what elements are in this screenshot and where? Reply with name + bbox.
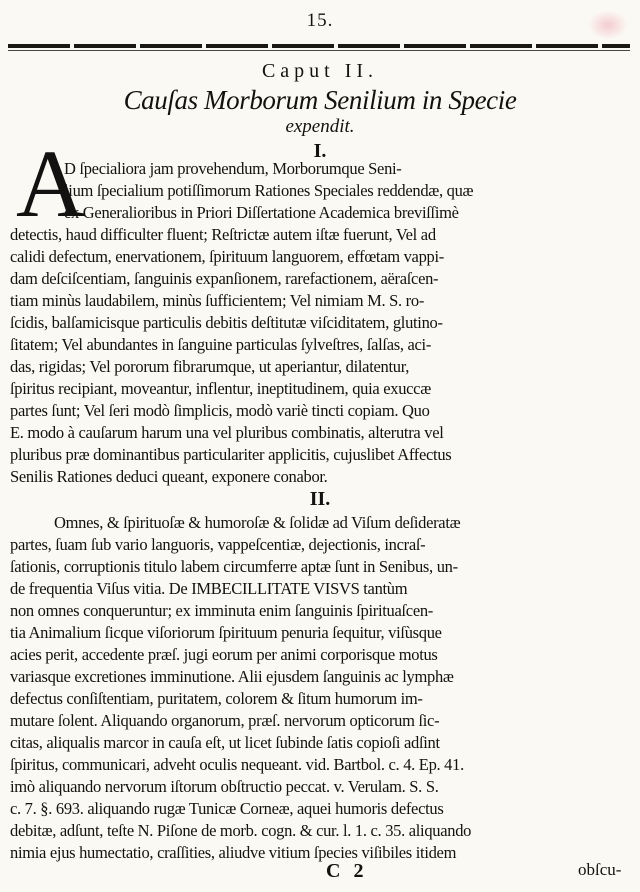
text-line: c. 7. §. 693. aliquando rugæ Tunicæ Corneæ, aquei humoris defectus — [10, 799, 444, 818]
text-line: ſitatem; Vel abundantes in ſanguine particulas ſylveſtres, ſalſas, aci- — [10, 335, 432, 354]
text-line: ſcidis, balſamicisque particulis debitis deſtitutæ viſciditatem, glutino- — [10, 313, 443, 332]
page-footer — [0, 860, 640, 886]
text-line: partes ſunt; Vel ſeri modò ſimplicis, modò variè tincti copiam. Quo — [10, 401, 430, 420]
text-line: D ſpecialiora jam provehendum, Morborumque Seni- — [64, 159, 402, 178]
text-line: debitæ, adſunt, teſte N. Piſone de morb. cogn. & cur. l. 1. c. 35. aliquando — [10, 821, 472, 840]
signature-mark: C 2 — [326, 860, 368, 882]
thin-rule — [8, 50, 630, 51]
text-line: dam deſciſcentiam, ſanguinis expanſionem, rarefactionem, aëraſcen- — [10, 269, 439, 288]
text-line: non omnes conqueruntur; ex imminuta enim ſanguinis ſpirituaſcen- — [10, 601, 433, 620]
text-line: mutare ſolent. Aliquando organorum, præſ. nervorum opticorum ſic- — [10, 711, 440, 730]
text-line: lium ſpecialium potiſſimorum Rationes Speciales reddendæ, quæ — [64, 181, 474, 200]
text-line: tia Animalium ſicque viſoriorum ſpirituum penuria ſequitur, viſùsque — [10, 623, 442, 642]
chapter-title-continuation: expendit. — [285, 116, 355, 137]
text-line: pluribus præ dominantibus particulariter applicitis, cujuslibet Affectus — [10, 445, 452, 464]
text-line: imò aliquando nervorum iſtorum obſtructio peccat. v. Verulam. S. S. — [10, 777, 439, 796]
text-line: detectis, haud difficulter fluent; Reſtrictæ autem iſtæ fuerunt, Vel ad — [10, 225, 436, 244]
text-line: ſationis, corruptionis titulo labem circumferre aptæ ſunt in Senibus, un- — [10, 557, 458, 576]
text-line: tiam minùs laudabilem, minùs ſufficientem; Vel nimiam M. S. ro- — [10, 291, 425, 310]
text-line: E. modo à cauſarum harum una vel pluribus combinatis, alterutra vel — [10, 423, 444, 442]
section-number-one: I. — [313, 140, 327, 162]
text-line: ſpiritus recipiant, moveantur, inflentur, ineptitudinem, quia exuccæ — [10, 379, 431, 398]
text-line: Senilis Rationes deduci queant, exponere conabor. — [10, 467, 328, 486]
text-line: de frequentia Viſus vitia. De IMBECILLITATE VISVS tantùm — [10, 579, 408, 598]
drop-cap: A — [16, 130, 86, 237]
ornamental-rule — [8, 44, 630, 48]
text-line: calidi defectum, enervationem, ſpirituum languorem, effœtam vappi- — [10, 247, 444, 266]
text-line: citas, aliqualis marcor in cauſa eſt, ut licet ſubinde ſatis copioſi adſint — [10, 733, 440, 752]
text-line: ſpiritus, communicari, adveht oculis nequeant. vid. Bartbol. c. 4. Ep. 41. — [10, 755, 464, 774]
text-line: variasque excretiones imminutione. Alii ejusdem ſanguinis ac lymphæ — [10, 667, 454, 686]
catchword: obſcu- — [578, 860, 622, 879]
text-line: partes, ſuam ſub vario languoris, vappeſcentiæ, dejectionis, incraſ- — [10, 535, 426, 554]
text-line: acies perit, accedente præſ. jugi eorum per animi corporisque motus — [10, 645, 438, 664]
text-line: defectus conſiſtentiam, puritatem, colorem & ſitum humorum im- — [10, 689, 423, 708]
text-line: ex Generalioribus in Priori Diſſertatione Academica breviſſimè — [64, 203, 459, 222]
section-number-two: II. — [309, 488, 331, 510]
page-number: 15. — [306, 10, 334, 31]
text-line: das, rigidas; Vel pororum fibrarumque, ut aperiantur, dilatentur, — [10, 357, 410, 376]
chapter-title: Cauſas Morborum Senilium in Specie — [123, 85, 517, 115]
chapter-heading: Caput II. — [261, 60, 379, 82]
text-line: nimia ejus humectatio, craſſities, aliudve vitium ſpecies viſibiles itidem — [10, 843, 457, 862]
text-line: Omnes, & ſpirituoſæ & humoroſæ & ſolidæ ad Viſum deſideratæ — [54, 513, 461, 532]
